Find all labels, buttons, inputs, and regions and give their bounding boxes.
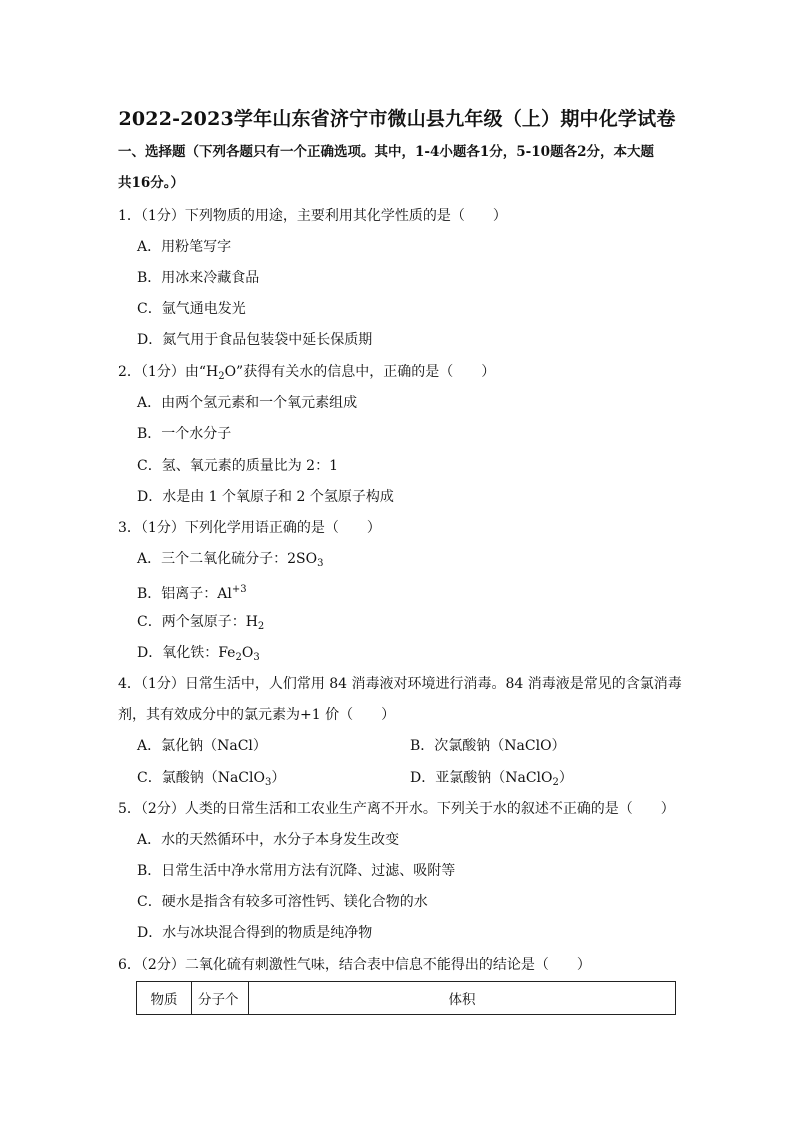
question-2-option-c: C．氢、氧元素的质量比为 2：1: [137, 458, 338, 474]
question-2-stem: 2．（1分）由“$H_2O$”获得有关水的信息中，正确的是（ ）: [118, 364, 496, 382]
table-header-substance: 物质: [137, 982, 192, 1015]
question-4-stem-line-2: 剂，其有效成分中的氯元素为+1 价（ ）: [118, 707, 396, 723]
question-6-stem: 6．（2分）二氧化硫有刺激性气味，结合表中信息不能得出的结论是（ ）: [118, 957, 591, 973]
question-3-option-b: B．铝离子：$Al^{+3}$: [137, 584, 247, 602]
question-2-option-d: D．水是由 1 个氧原子和 2 个氢原子构成: [137, 489, 394, 505]
question-3-option-c: C．两个氢原子：$H_2$: [137, 614, 265, 632]
page-title: 2022-2023学年山东省济宁市微山县九年级（上）期中化学试卷: [118, 108, 676, 130]
question-2-option-a: A．由两个氢元素和一个氧元素组成: [137, 395, 358, 411]
question-1-option-b: B．用冰来冷藏食品: [137, 270, 260, 286]
question-5-stem: 5．（2分）人类的日常生活和工农业生产离不开水。下列关于水的叙述不正确的是（ ）: [118, 801, 675, 817]
question-3-option-d: D．氧化铁：$Fe_2O_3$: [137, 645, 260, 663]
section-heading-line-2: 共16分。）: [118, 175, 185, 191]
question-1-option-d: D．氮气用于食品包装袋中延长保质期: [137, 332, 373, 348]
question-5-option-d: D．水与冰块混合得到的物质是纯净物: [137, 925, 373, 941]
question-6-table: [136, 981, 676, 1015]
section-heading-line-1: 一、选择题（下列各题只有一个正确选项。其中，1-4小题各1分，5-10题各2分，本大题: [118, 144, 654, 160]
question-4-option-b: B．次氯酸钠（NaClO）: [410, 738, 566, 754]
question-1-option-a: A．用粉笔写字: [137, 239, 232, 255]
question-1-stem: 1．（1分）下列物质的用途，主要利用其化学性质的是（ ）: [118, 208, 507, 224]
table-header-volume: 体积: [249, 982, 676, 1015]
question-3-option-a: A．三个二氧化硫分子：$2SO_3$: [137, 551, 324, 569]
question-4-stem-line-1: 4．（1分）日常生活中，人们常用 84 消毒液对环境进行消毒。84 消毒液是常见的含氯消毒: [118, 676, 682, 692]
table-header-molecule-count: 分子个: [192, 982, 249, 1015]
question-4-option-a: A．氯化钠（NaCl）: [137, 738, 267, 754]
question-5-option-c: C．硬水是指含有较多可溶性钙、镁化合物的水: [137, 894, 428, 910]
question-4-option-c: C．氯酸钠（NaClO$_3$）: [137, 770, 286, 788]
table-header-row: [137, 982, 676, 1015]
question-4-option-d: D．亚氯酸钠（NaClO$_2$）: [410, 770, 573, 788]
question-3-stem: 3．（1分）下列化学用语正确的是（ ）: [118, 520, 381, 536]
section-heading: [118, 137, 688, 199]
question-1-option-c: C．氩气通电发光: [137, 301, 246, 317]
question-5-option-a: A．水的天然循环中，水分子本身发生改变: [137, 832, 400, 848]
question-2-option-b: B．一个水分子: [137, 426, 232, 442]
question-5-option-b: B．日常生活中净水常用方法有沉降、过滤、吸附等: [137, 863, 456, 879]
